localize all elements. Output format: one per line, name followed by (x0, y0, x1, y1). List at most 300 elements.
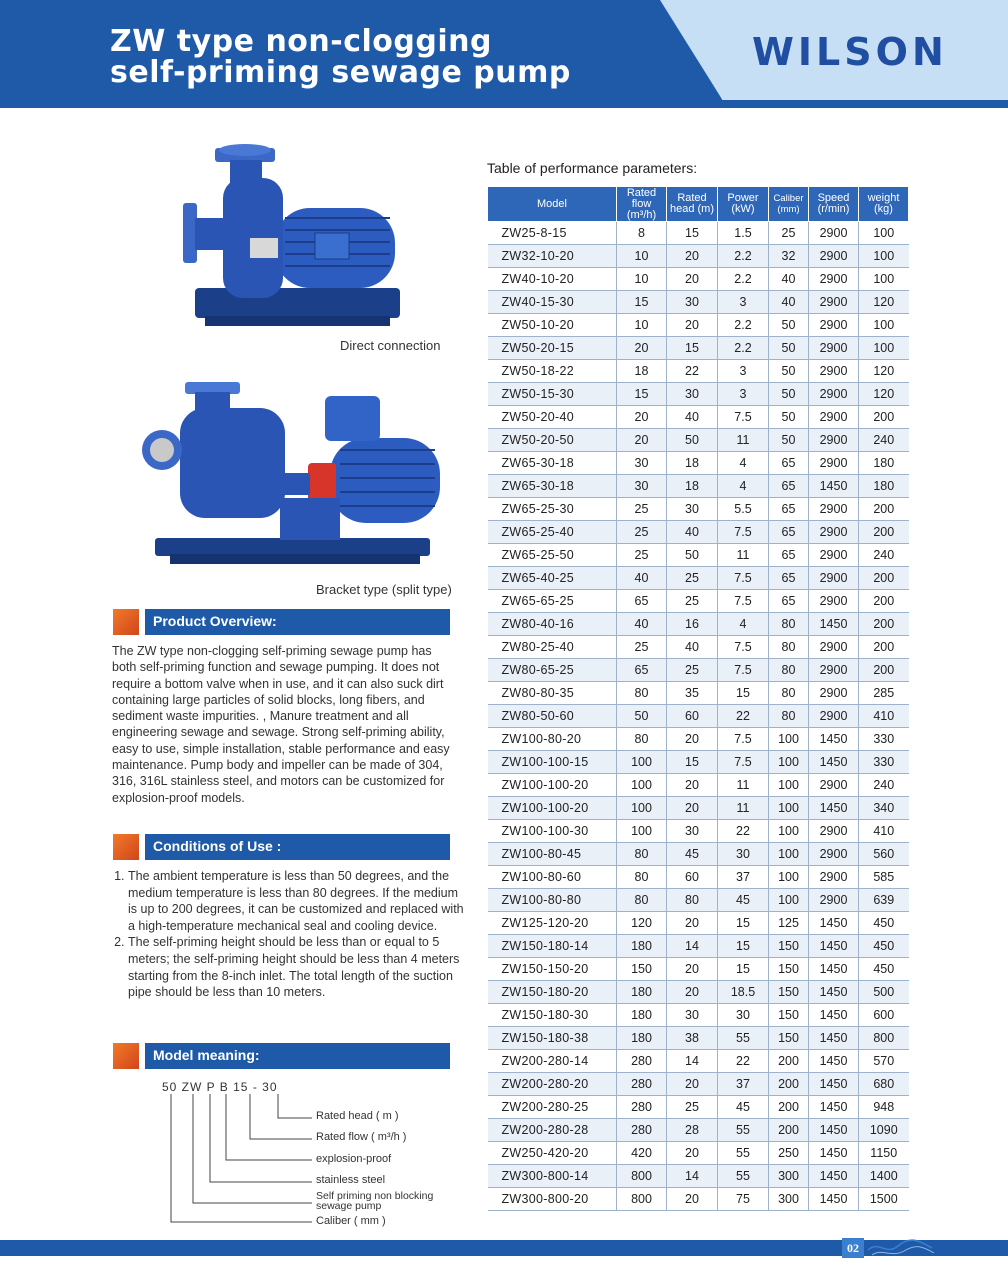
table-cell: 2.2 (718, 245, 769, 268)
table-cell: 1400 (859, 1165, 909, 1188)
table-cell: 18 (617, 360, 667, 383)
table-cell: 7.5 (718, 406, 769, 429)
table-cell: ZW65-25-50 (488, 544, 617, 567)
overview-heading (113, 609, 450, 635)
table-cell: 25 (667, 590, 718, 613)
table-cell: ZW200-280-25 (488, 1096, 617, 1119)
table-cell: 28 (667, 1119, 718, 1142)
model-meaning-heading-text: Model meaning: (153, 1047, 260, 1063)
table-cell: ZW100-100-20 (488, 797, 617, 820)
table-cell: 2900 (809, 406, 859, 429)
table-cell: 340 (859, 797, 909, 820)
condition-item-2: 2. The self-priming height should be less than or equal to 5 meters; the self-priming height should be less than 4 meters starting from the 8-inch inlet. The total length of the suction pipe should be less than 10 meters. (128, 934, 468, 1000)
table-cell: 250 (769, 1142, 809, 1165)
table-cell: 25 (667, 567, 718, 590)
table-cell: 40 (667, 406, 718, 429)
table-cell: 2900 (809, 521, 859, 544)
conditions-heading-text: Conditions of Use : (153, 838, 282, 854)
table-cell: 30 (667, 291, 718, 314)
table-cell: 125 (769, 912, 809, 935)
table-cell: 7.5 (718, 590, 769, 613)
table-cell: 180 (617, 1027, 667, 1050)
table-cell: 5.5 (718, 498, 769, 521)
table-cell: 80 (617, 682, 667, 705)
table-cell: 55 (718, 1165, 769, 1188)
table-cell: 100 (859, 222, 909, 245)
table-cell: 120 (859, 291, 909, 314)
table-cell: 100 (769, 797, 809, 820)
table-cell: ZW300-800-14 (488, 1165, 617, 1188)
table-cell: 1150 (859, 1142, 909, 1165)
table-cell: 50 (769, 406, 809, 429)
table-cell: ZW65-25-40 (488, 521, 617, 544)
table-cell: 800 (617, 1188, 667, 1211)
table-cell: 25 (667, 659, 718, 682)
table-cell: 180 (617, 935, 667, 958)
table-cell: 180 (859, 452, 909, 475)
table-cell: 20 (667, 245, 718, 268)
table-cell: 2.2 (718, 314, 769, 337)
table-cell: ZW200-280-28 (488, 1119, 617, 1142)
table-cell: 100 (769, 751, 809, 774)
header-speed: Speed (r/min) (809, 187, 859, 222)
table-cell: 180 (617, 981, 667, 1004)
table-cell: 180 (859, 475, 909, 498)
table-cell: 1450 (809, 797, 859, 820)
table-cell: 2900 (809, 222, 859, 245)
table-row (488, 1142, 909, 1165)
table-cell: 100 (769, 774, 809, 797)
table-cell: 200 (769, 1119, 809, 1142)
table-cell: 2900 (809, 452, 859, 475)
table-cell: 65 (769, 452, 809, 475)
table-cell: 2900 (809, 544, 859, 567)
model-meaning-diagram (160, 1094, 320, 1226)
table-row (488, 498, 909, 521)
table-cell: ZW100-80-80 (488, 889, 617, 912)
table-cell: 1450 (809, 958, 859, 981)
table-cell: 32 (769, 245, 809, 268)
table-cell: 1450 (809, 912, 859, 935)
table-row (488, 314, 909, 337)
model-label-caliber: Caliber ( mm ) (316, 1215, 386, 1227)
table-row (488, 797, 909, 820)
brand-logo: WILSON (752, 30, 948, 74)
table-cell: 65 (769, 544, 809, 567)
table-cell: 16 (667, 613, 718, 636)
table-row (488, 406, 909, 429)
table-cell: 22 (718, 1050, 769, 1073)
table-cell: 100 (617, 774, 667, 797)
table-row (488, 958, 909, 981)
table-cell: 25 (617, 636, 667, 659)
table-cell: 30 (667, 498, 718, 521)
table-cell: 3 (718, 360, 769, 383)
table-cell: ZW50-20-50 (488, 429, 617, 452)
table-cell: 240 (859, 774, 909, 797)
table-body (488, 222, 909, 1211)
table-cell: 50 (667, 544, 718, 567)
table-cell: 2900 (809, 659, 859, 682)
table-cell: 80 (769, 613, 809, 636)
performance-table (487, 186, 909, 1211)
table-cell: 7.5 (718, 659, 769, 682)
table-cell: 10 (617, 268, 667, 291)
table-cell: ZW100-100-30 (488, 820, 617, 843)
table-cell: 15 (718, 935, 769, 958)
table-cell: 585 (859, 866, 909, 889)
table-cell: 1090 (859, 1119, 909, 1142)
table-cell: 35 (667, 682, 718, 705)
table-cell: 40 (769, 291, 809, 314)
table-row (488, 751, 909, 774)
table-cell: 639 (859, 889, 909, 912)
table-cell: 15 (617, 291, 667, 314)
table-cell: 11 (718, 544, 769, 567)
table-cell: 1450 (809, 728, 859, 751)
table-cell: 150 (617, 958, 667, 981)
pump-direct-connection-image (175, 138, 425, 338)
table-cell: 560 (859, 843, 909, 866)
table-cell: 45 (667, 843, 718, 866)
table-cell: 50 (769, 383, 809, 406)
table-cell: 11 (718, 774, 769, 797)
table-cell: 500 (859, 981, 909, 1004)
table-cell: 1450 (809, 475, 859, 498)
table-cell: 40 (667, 636, 718, 659)
table-cell: ZW100-80-60 (488, 866, 617, 889)
conditions-heading (113, 834, 450, 860)
table-cell: 3 (718, 291, 769, 314)
table-cell: ZW300-800-20 (488, 1188, 617, 1211)
direct-connection-caption: Direct connection (340, 338, 441, 353)
table-cell: 1.5 (718, 222, 769, 245)
table-row (488, 222, 909, 245)
table-cell: 100 (769, 866, 809, 889)
table-cell: 1450 (809, 1027, 859, 1050)
table-cell: 20 (667, 797, 718, 820)
table-cell: ZW150-150-20 (488, 958, 617, 981)
table-cell: 7.5 (718, 751, 769, 774)
table-cell: 1450 (809, 1004, 859, 1027)
table-cell: 15 (718, 682, 769, 705)
table-row (488, 912, 909, 935)
model-code-example: 50 ZW P B 15 - 30 (162, 1080, 278, 1094)
table-cell: 120 (859, 383, 909, 406)
table-row (488, 1165, 909, 1188)
table-row (488, 981, 909, 1004)
table-cell: 50 (769, 360, 809, 383)
table-cell: 200 (859, 590, 909, 613)
table-cell: 2900 (809, 590, 859, 613)
table-cell: 15 (617, 383, 667, 406)
table-cell: 15 (667, 751, 718, 774)
table-cell: 100 (769, 820, 809, 843)
model-label-rated-head: Rated head ( m ) (316, 1110, 399, 1122)
table-cell: ZW65-65-25 (488, 590, 617, 613)
table-cell: 2900 (809, 774, 859, 797)
table-cell: 410 (859, 820, 909, 843)
table-cell: ZW250-420-20 (488, 1142, 617, 1165)
table-cell: 30 (667, 383, 718, 406)
table-cell: 22 (718, 705, 769, 728)
table-cell: 330 (859, 751, 909, 774)
table-cell: 1450 (809, 751, 859, 774)
table-cell: 150 (769, 981, 809, 1004)
table-cell: 100 (617, 820, 667, 843)
table-row (488, 728, 909, 751)
table-cell: ZW65-30-18 (488, 452, 617, 475)
table-cell: 18 (667, 452, 718, 475)
table-cell: 20 (667, 958, 718, 981)
table-cell: 2.2 (718, 268, 769, 291)
table-cell: 30 (617, 452, 667, 475)
header-weight: weight (kg) (859, 187, 909, 222)
table-cell: 200 (859, 406, 909, 429)
table-cell: 180 (617, 1004, 667, 1027)
table-cell: 40 (617, 567, 667, 590)
table-cell: 2900 (809, 682, 859, 705)
header-rated-head: Rated head (m) (667, 187, 718, 222)
table-cell: 11 (718, 429, 769, 452)
table-cell: 20 (617, 406, 667, 429)
table-cell: 2900 (809, 245, 859, 268)
table-row (488, 935, 909, 958)
table-cell: 100 (859, 245, 909, 268)
title-line-1: ZW type non-clogging (110, 24, 492, 59)
table-cell: 150 (769, 935, 809, 958)
table-cell: 8 (617, 222, 667, 245)
table-row (488, 1119, 909, 1142)
table-row (488, 889, 909, 912)
table-row (488, 1004, 909, 1027)
table-cell: 15 (718, 958, 769, 981)
table-cell: 120 (859, 360, 909, 383)
page-number: 02 (842, 1238, 864, 1258)
table-cell: 200 (769, 1073, 809, 1096)
table-cell: ZW200-280-14 (488, 1050, 617, 1073)
table-cell: 800 (859, 1027, 909, 1050)
table-cell: 7.5 (718, 521, 769, 544)
table-row (488, 1073, 909, 1096)
table-cell: 80 (617, 866, 667, 889)
table-cell: ZW100-80-20 (488, 728, 617, 751)
condition-item-1: 1. The ambient temperature is less than 50 degrees, and the medium temperature is less than 80 degrees. If the medium is up to 200 degrees, it can be customized and replaced with a high-temperature mechanical seal and cooling device. (128, 868, 468, 934)
table-cell: 240 (859, 544, 909, 567)
table-row (488, 636, 909, 659)
table-cell: 2900 (809, 360, 859, 383)
table-cell: 420 (617, 1142, 667, 1165)
pump-bracket-type-image (140, 378, 460, 578)
table-row (488, 682, 909, 705)
table-row (488, 705, 909, 728)
table-cell: 15 (667, 337, 718, 360)
table-cell: ZW100-80-45 (488, 843, 617, 866)
table-cell: 80 (769, 636, 809, 659)
table-cell: 20 (667, 1188, 718, 1211)
table-cell: 2900 (809, 314, 859, 337)
footer-wave-decoration (866, 1236, 936, 1258)
table-cell: 80 (769, 705, 809, 728)
table-cell: 100 (769, 889, 809, 912)
table-row (488, 843, 909, 866)
model-label-pump-type: Self priming non blocking sewage pump (316, 1190, 434, 1212)
table-header-row (488, 187, 909, 222)
table-cell: 30 (617, 475, 667, 498)
table-cell: 40 (667, 521, 718, 544)
table-cell: 2900 (809, 820, 859, 843)
table-cell: ZW65-25-30 (488, 498, 617, 521)
table-cell: 200 (859, 659, 909, 682)
table-cell: 2900 (809, 843, 859, 866)
table-cell: 1450 (809, 613, 859, 636)
table-cell: 1450 (809, 1050, 859, 1073)
table-cell: 20 (667, 314, 718, 337)
table-row (488, 1096, 909, 1119)
table-cell: 80 (617, 728, 667, 751)
table-cell: 60 (667, 705, 718, 728)
table-cell: 15 (667, 222, 718, 245)
heading-marker (113, 1043, 139, 1069)
table-cell: 280 (617, 1073, 667, 1096)
table-cell: 2900 (809, 889, 859, 912)
table-cell: ZW150-180-38 (488, 1027, 617, 1050)
header-caliber: Caliber (mm) (769, 187, 809, 222)
table-cell: 240 (859, 429, 909, 452)
table-cell: 2900 (809, 498, 859, 521)
table-cell: 20 (667, 774, 718, 797)
table-cell: 2.2 (718, 337, 769, 360)
table-cell: 40 (769, 268, 809, 291)
table-row (488, 1027, 909, 1050)
table-cell: 65 (769, 590, 809, 613)
table-cell: 10 (617, 245, 667, 268)
table-cell: 40 (617, 613, 667, 636)
table-row (488, 659, 909, 682)
table-cell: 948 (859, 1096, 909, 1119)
table-cell: 80 (617, 843, 667, 866)
table-row (488, 337, 909, 360)
table-cell: 15 (718, 912, 769, 935)
table-cell: 20 (667, 1142, 718, 1165)
table-cell: 45 (718, 1096, 769, 1119)
table-cell: 100 (617, 751, 667, 774)
table-row (488, 429, 909, 452)
table-cell: 20 (617, 337, 667, 360)
table-cell: ZW50-20-40 (488, 406, 617, 429)
table-cell: 280 (617, 1050, 667, 1073)
table-cell: 50 (769, 337, 809, 360)
table-cell: 20 (617, 429, 667, 452)
table-cell: ZW80-25-40 (488, 636, 617, 659)
table-cell: ZW100-100-20 (488, 774, 617, 797)
table-cell: 50 (667, 429, 718, 452)
table-cell: 1450 (809, 1165, 859, 1188)
table-cell: 2900 (809, 567, 859, 590)
table-row (488, 360, 909, 383)
table-cell: 200 (859, 498, 909, 521)
table-cell: 800 (617, 1165, 667, 1188)
table-cell: 2900 (809, 383, 859, 406)
table-row (488, 774, 909, 797)
table-row (488, 590, 909, 613)
model-label-rated-flow: Rated flow ( m³/h ) (316, 1131, 407, 1143)
table-cell: 100 (617, 797, 667, 820)
table-cell: 18.5 (718, 981, 769, 1004)
table-cell: 75 (718, 1188, 769, 1211)
table-cell: 200 (859, 613, 909, 636)
table-cell: 200 (859, 521, 909, 544)
table-cell: 1450 (809, 935, 859, 958)
table-cell: 7.5 (718, 636, 769, 659)
table-cell: 280 (617, 1096, 667, 1119)
header-model: Model (488, 187, 617, 222)
table-cell: 30 (718, 1004, 769, 1027)
model-meaning-heading (113, 1043, 450, 1069)
table-row (488, 820, 909, 843)
table-cell: 50 (769, 314, 809, 337)
table-cell: 38 (667, 1027, 718, 1050)
table-cell: 4 (718, 613, 769, 636)
table-row (488, 544, 909, 567)
table-cell: 80 (667, 889, 718, 912)
table-cell: 80 (769, 659, 809, 682)
table-cell: ZW40-15-30 (488, 291, 617, 314)
page-title (110, 26, 571, 88)
table-cell: 100 (859, 268, 909, 291)
table-cell: 45 (718, 889, 769, 912)
table-cell: 50 (617, 705, 667, 728)
table-cell: 120 (617, 912, 667, 935)
table-cell: 200 (859, 636, 909, 659)
table-cell: 1450 (809, 1073, 859, 1096)
table-cell: 600 (859, 1004, 909, 1027)
table-cell: 100 (769, 843, 809, 866)
heading-marker (113, 609, 139, 635)
table-row (488, 1188, 909, 1211)
table-cell: ZW65-30-18 (488, 475, 617, 498)
table-cell: 4 (718, 475, 769, 498)
table-cell: 200 (769, 1050, 809, 1073)
table-cell: ZW80-80-35 (488, 682, 617, 705)
table-cell: 1450 (809, 1188, 859, 1211)
table-cell: 20 (667, 1073, 718, 1096)
table-row (488, 521, 909, 544)
table-cell: 2900 (809, 291, 859, 314)
table-row (488, 291, 909, 314)
table-cell: 65 (769, 521, 809, 544)
table-cell: 100 (859, 314, 909, 337)
table-cell: 680 (859, 1073, 909, 1096)
table-cell: 300 (769, 1165, 809, 1188)
table-cell: 80 (769, 682, 809, 705)
table-cell: 300 (769, 1188, 809, 1211)
table-cell: 37 (718, 1073, 769, 1096)
table-row (488, 245, 909, 268)
table-cell: 330 (859, 728, 909, 751)
table-row (488, 383, 909, 406)
table-cell: 7.5 (718, 567, 769, 590)
table-cell: ZW125-120-20 (488, 912, 617, 935)
table-cell: 100 (859, 337, 909, 360)
table-row (488, 866, 909, 889)
table-cell: 20 (667, 912, 718, 935)
table-cell: ZW80-65-25 (488, 659, 617, 682)
table-cell: ZW150-180-14 (488, 935, 617, 958)
table-cell: 65 (769, 475, 809, 498)
conditions-list (112, 868, 468, 1001)
table-cell: 100 (769, 728, 809, 751)
